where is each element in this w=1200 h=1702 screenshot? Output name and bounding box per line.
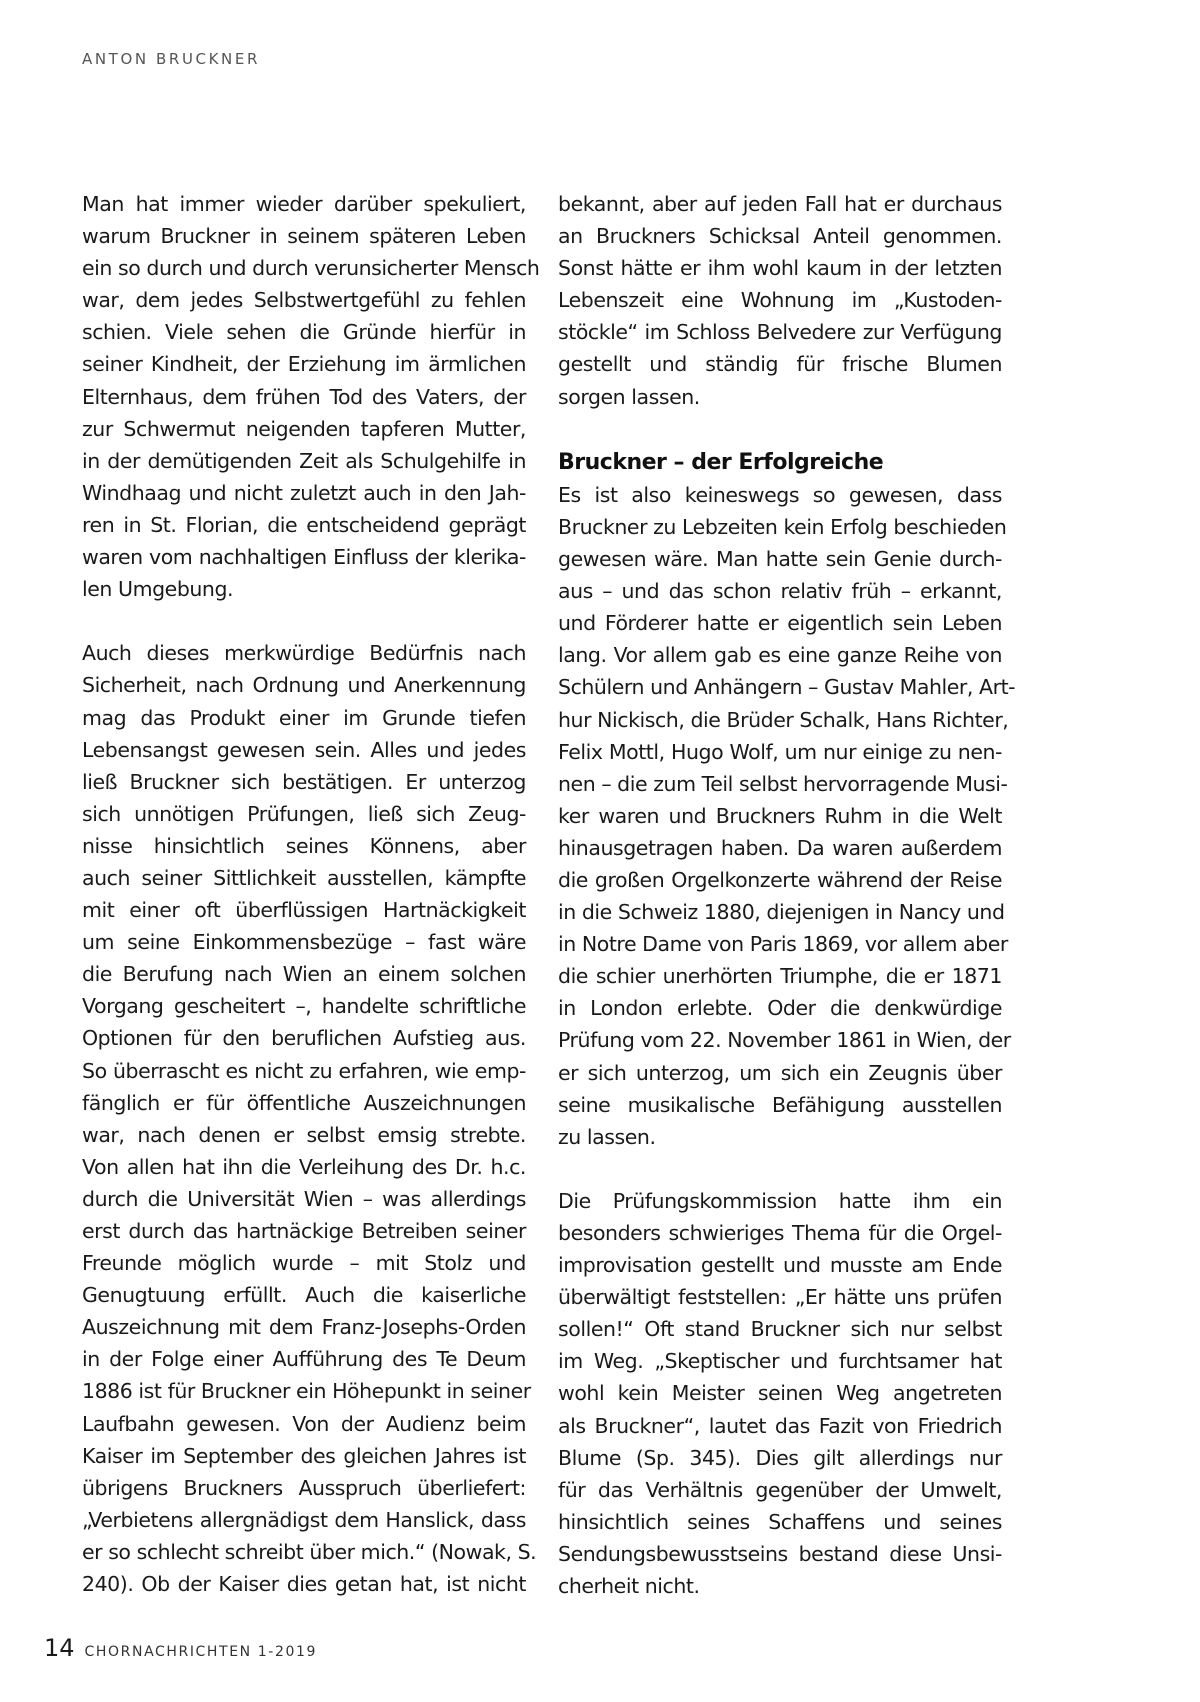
text-line: als Bruckner“, lautet das Fazit von Friedrich (558, 1413, 1002, 1438)
paragraph-gap (558, 413, 1002, 445)
text-line: die großen Orgelkonzerte während der Reise (558, 867, 1002, 892)
text-line: er so schlecht schreibt über mich.“ (Nowak, S. (82, 1539, 537, 1564)
text-line: Lebenszeit eine Wohnung im „Kustoden- (558, 288, 1002, 313)
text-line: 1886 ist für Bruckner ein Höhepunkt in seiner (82, 1379, 531, 1404)
text-line: 240). Ob der Kaiser dies getan hat, ist nicht (82, 1572, 526, 1597)
text-line: Prüfung vom 22. November 1861 in Wien, der (558, 1028, 1011, 1053)
page-footer (44, 1634, 317, 1662)
text-line: schien. Viele sehen die Gründe hierfür in (82, 320, 526, 345)
text-line: cherheit nicht. (558, 1574, 700, 1599)
text-line: Genugtuung erfüllt. Auch die kaiserliche (82, 1283, 526, 1308)
left-column (82, 188, 540, 1600)
right-column (558, 188, 1016, 1602)
text-line: Lebensangst gewesen sein. Alles und jedes (82, 737, 526, 762)
text-line: in die Schweiz 1880, diejenigen in Nancy und (558, 900, 1005, 925)
text-line: wohl kein Meister seinen Weg angetreten (558, 1381, 1002, 1406)
paragraph-2 (82, 637, 537, 1600)
text-line: in Notre Dame von Paris 1869, vor allem aber (558, 932, 1008, 957)
text-line: Man hat immer wieder darüber spekuliert, (82, 192, 526, 216)
paragraph-4 (558, 1185, 1002, 1602)
text-line: seiner Kindheit, der Erziehung im ärmlichen (82, 352, 526, 377)
text-line: Elternhaus, dem frühen Tod des Vaters, der (82, 384, 526, 409)
text-line: Schülern und Anhängern – Gustav Mahler, Art- (558, 675, 1016, 700)
text-line: er sich unterzog, um sich ein Zeugnis über (558, 1060, 1002, 1085)
text-line: für das Verhältnis gegenüber der Umwelt, (558, 1477, 1002, 1502)
text-line: hinsichtlich seines Schaffens und seines (558, 1509, 1002, 1534)
text-line: ker waren und Bruckners Ruhm in die Welt (558, 803, 1002, 828)
text-line: Sonst hätte er ihm wohl kaum in der letzten (558, 256, 1002, 281)
text-line: die schier unerhörten Triumphe, die er 1871 (558, 964, 1002, 989)
text-line: gewesen wäre. Man hatte sein Genie durch- (558, 547, 1002, 572)
text-line: Windhaag und nicht zuletzt auch in den Jah- (82, 480, 526, 505)
text-line: Sicherheit, nach Ordnung und Anerkennung (82, 673, 526, 698)
text-line: Blume (Sp. 345). Dies gilt allerdings nur (558, 1445, 1002, 1470)
text-line: nisse hinsichtlich seines Könnens, aber (82, 833, 526, 858)
text-line: Vorgang gescheitert –, handelte schriftliche (82, 994, 526, 1019)
text-line: stöckle“ im Schloss Belvedere zur Verfügung (558, 320, 1002, 345)
text-line: in der Folge einer Aufführung des Te Deum (82, 1347, 526, 1372)
paragraph-1 (82, 188, 540, 605)
text-line: Kaiser im September des gleichen Jahres ist (82, 1443, 526, 1468)
text-line: sorgen lassen. (558, 384, 700, 409)
text-line: Auch dieses merkwürdige Bedürfnis nach (82, 641, 526, 666)
text-line: zu lassen. (558, 1124, 656, 1149)
text-line: Felix Mottl, Hugo Wolf, um nur einige zu nen- (558, 739, 1002, 764)
text-line: len Umgebung. (82, 577, 234, 602)
section-heading: Bruckner – der Erfolgreiche (558, 449, 884, 475)
text-line: ren in St. Florian, die entscheidend geprägt (82, 512, 526, 537)
text-line: Es ist also keineswegs so gewesen, dass (558, 482, 1002, 507)
page-number: 14 (44, 1634, 75, 1662)
text-line: in der demütigenden Zeit als Schulgehilfe in (82, 448, 526, 473)
text-line: Sendungsbewusstseins bestand diese Unsi- (558, 1541, 1002, 1566)
text-line: auch seiner Sittlichkeit ausstellen, kämpfte (82, 865, 526, 890)
text-line: sich unnötigen Prüfungen, ließ sich Zeug- (82, 801, 526, 826)
paragraph-gap (82, 605, 526, 637)
text-line: und Förderer hatte er eigentlich sein Leben (558, 611, 1002, 636)
publication-name: CHORNACHRICHTEN 1-2019 (84, 1644, 317, 1660)
text-line: fänglich er für öffentliche Auszeichnungen (82, 1090, 526, 1115)
text-line: mag das Produkt einer im Grunde tiefen (82, 705, 526, 730)
intro-paragraph (558, 188, 1002, 413)
text-line: Bruckner zu Lebzeiten kein Erfolg beschieden (558, 514, 1007, 539)
text-line: Optionen für den beruflichen Aufstieg aus. (82, 1026, 526, 1051)
text-line: an Bruckners Schicksal Anteil genommen. (558, 224, 1002, 249)
running-head: ANTON BRUCKNER (82, 50, 260, 68)
text-line: im Weg. „Skeptischer und furchtsamer hat (558, 1349, 1002, 1374)
paragraph-gap (558, 1153, 1002, 1185)
text-line: improvisation gestellt und musste am Ende (558, 1253, 1002, 1278)
text-line: Von allen hat ihn die Verleihung des Dr. h.c. (82, 1154, 526, 1179)
text-line: ließ Bruckner sich bestätigen. Er unterzog (82, 769, 526, 794)
text-line: überwältigt feststellen: „Er hätte uns prüfen (558, 1285, 1002, 1310)
text-line: erst durch das hartnäckige Betreiben seiner (82, 1219, 526, 1243)
text-line: „Verbietens allergnädigst dem Hanslick, dass (82, 1507, 526, 1532)
text-line: nen – die zum Teil selbst hervorragende Musi- (558, 771, 1008, 796)
text-line: hinausgetragen haben. Da waren außerdem (558, 835, 1002, 860)
text-line: übrigens Bruckners Ausspruch überliefert: (82, 1475, 526, 1500)
text-line: hur Nickisch, die Brüder Schalk, Hans Richter, (558, 707, 1009, 732)
text-line: Freunde möglich wurde – mit Stolz und (82, 1251, 526, 1276)
text-line: Auszeichnung mit dem Franz-Josephs-Orden (82, 1315, 526, 1340)
text-line: durch die Universität Wien – was allerdings (82, 1186, 526, 1211)
text-line: war, nach denen er selbst emsig strebte. (82, 1122, 526, 1147)
text-line: sollen!“ Oft stand Bruckner sich nur selbst (558, 1317, 1002, 1342)
text-line: Die Prüfungskommission hatte ihm ein (558, 1188, 1002, 1213)
text-line: warum Bruckner in seinem späteren Leben (82, 224, 526, 249)
text-line: um seine Einkommensbezüge – fast wäre (82, 930, 526, 955)
text-line: lang. Vor allem gab es eine ganze Reihe von (558, 643, 1002, 668)
text-line: Laufbahn gewesen. Von der Audienz beim (82, 1411, 526, 1436)
text-line: So überrascht es nicht zu erfahren, wie emp- (82, 1058, 526, 1083)
text-line: aus – und das schon relativ früh – erkannt, (558, 579, 1002, 604)
text-line: die Berufung nach Wien an einem solchen (82, 962, 526, 987)
text-line: gestellt und ständig für frische Blumen (558, 352, 1002, 377)
text-line: seine musikalische Befähigung ausstellen (558, 1092, 1002, 1117)
text-line: mit einer oft überflüssigen Hartnäckigkeit (82, 898, 526, 923)
text-line: in London erlebte. Oder die denkwürdige (558, 996, 1002, 1021)
paragraph-3 (558, 479, 1016, 1153)
text-line: besonders schwieriges Thema für die Orgel- (558, 1221, 1002, 1245)
text-line: zur Schwermut neigenden tapferen Mutter, (82, 416, 526, 441)
text-line: war, dem jedes Selbstwertgefühl zu fehlen (82, 288, 526, 313)
text-line: waren vom nachhaltigen Einfluss der klerika- (82, 545, 526, 570)
text-line: bekannt, aber auf jeden Fall hat er durchaus (558, 192, 1002, 216)
text-line: ein so durch und durch verunsicherter Mensch (82, 256, 540, 281)
